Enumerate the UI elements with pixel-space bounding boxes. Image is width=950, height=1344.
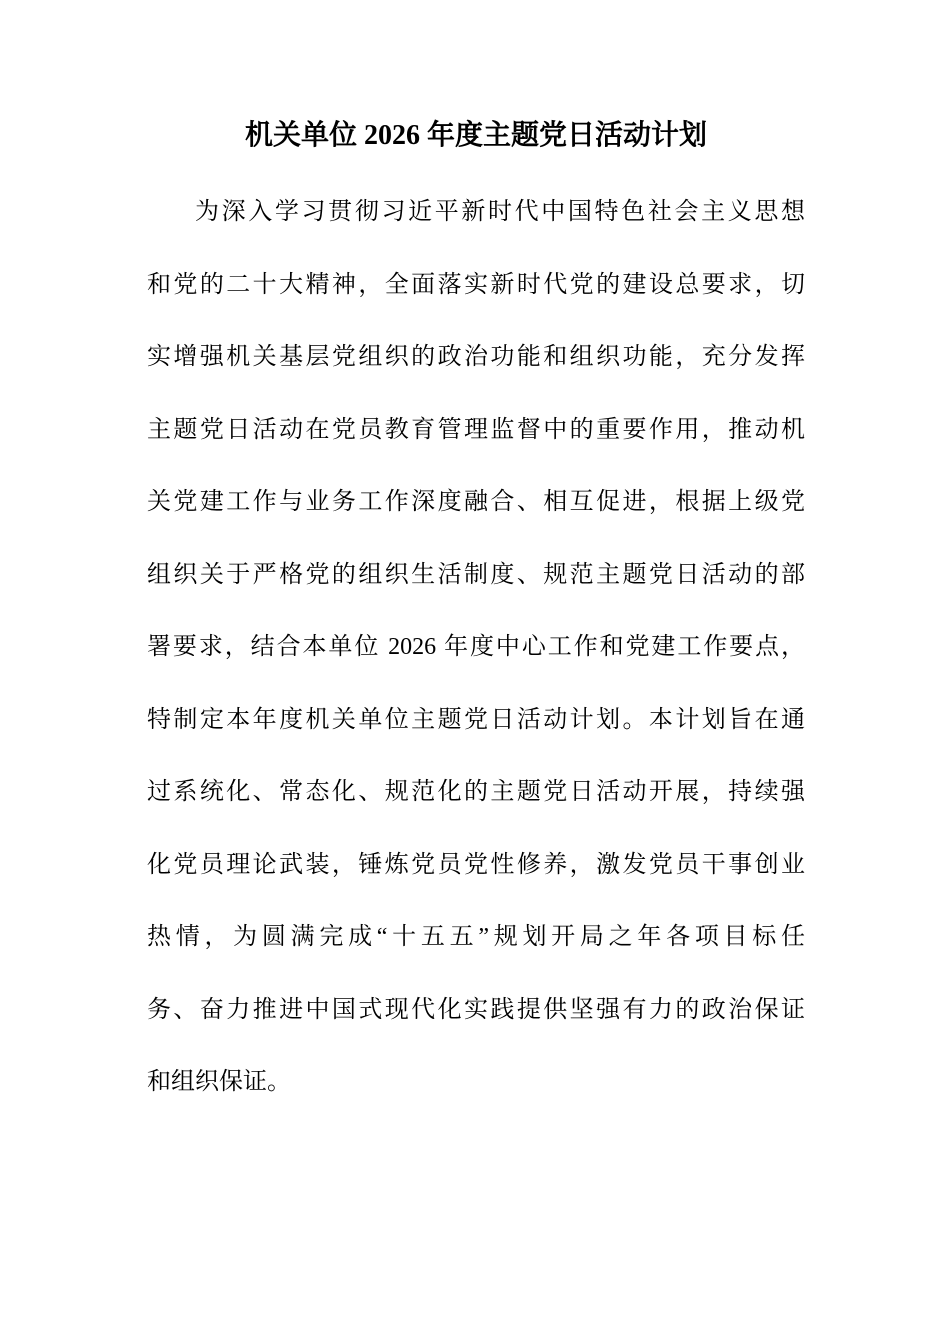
body-text-line: 主题党日活动在党员教育管理监督中的重要作用，推动机 [147, 416, 805, 443]
body-text-line: 化党员理论武装，锤炼党员党性修养，激发党员干事创业 [147, 851, 805, 878]
document-title: 机关单位 2026 年度主题党日活动计划 [244, 120, 707, 151]
body-text-line: 和党的二十大精神，全面落实新时代党的建设总要求，切 [147, 271, 805, 298]
body-text-line: 组织关于严格党的组织生活制度、规范主题党日活动的部 [147, 561, 805, 588]
body-text-line: 关党建工作与业务工作深度融合、相互促进，根据上级党 [147, 489, 805, 515]
body-text-line: 署要求，结合本单位 2026 年度中心工作和党建工作要点， [147, 634, 805, 660]
body-text-line: 过系统化、常态化、规范化的主题党日活动开展，持续强 [147, 779, 805, 805]
body-text-line: 热情，为圆满完成“十五五”规划开局之年各项目标任 [147, 924, 805, 950]
body-text-line: 为深入学习贯彻习近平新时代中国特色社会主义思想 [195, 199, 805, 225]
body-text-line: 务、奋力推进中国式现代化实践提供坚强有力的政治保证 [147, 996, 805, 1023]
body-text-line: 实增强机关基层党组织的政治功能和组织功能，充分发挥 [147, 344, 805, 370]
body-text-line: 和组织保证。 [147, 1069, 291, 1095]
body-text-line: 特制定本年度机关单位主题党日活动计划。本计划旨在通 [147, 706, 805, 733]
